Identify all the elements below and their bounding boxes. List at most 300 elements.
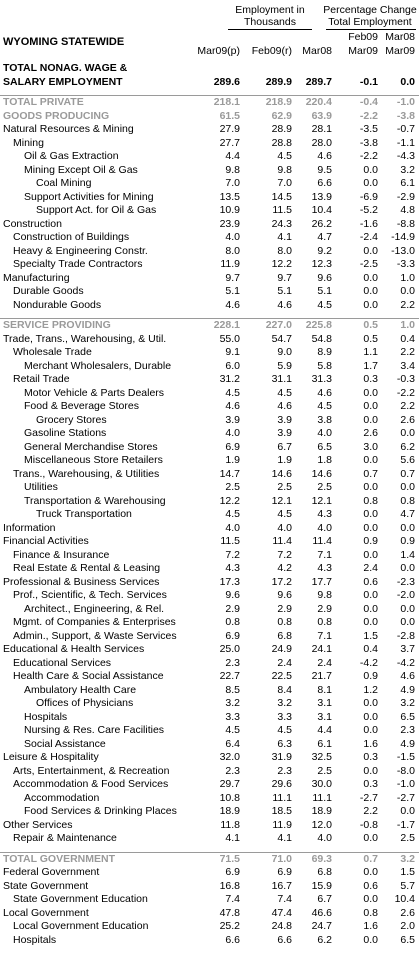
row-value-col0: 61.5 bbox=[219, 109, 240, 122]
row-value-col2: 4.3 bbox=[317, 562, 332, 574]
row-value-col0: 2.9 bbox=[225, 602, 240, 615]
row-label: Trans., Warehousing, & Utilities bbox=[13, 467, 160, 480]
row-value-col2: 6.8 bbox=[317, 866, 332, 878]
row-label: Leisure & Hospitality bbox=[3, 751, 99, 763]
row-value-col0: 3.9 bbox=[225, 413, 240, 426]
row-value-col3: -5.2 bbox=[359, 204, 378, 216]
table-row bbox=[0, 684, 419, 698]
row-value-col2: 24.1 bbox=[311, 643, 332, 655]
row-value-col3: 0.0 bbox=[363, 298, 378, 311]
header-col3-top: Feb09 bbox=[348, 31, 378, 43]
row-value-col2: 4.5 bbox=[317, 400, 332, 412]
table-row bbox=[0, 495, 419, 509]
row-value-col4: 0.9 bbox=[400, 535, 415, 547]
row-value-col0: 18.9 bbox=[219, 805, 240, 817]
row-value-col3: 2.2 bbox=[363, 805, 378, 817]
table-row bbox=[0, 751, 419, 765]
row-value-col0: 218.1 bbox=[213, 96, 240, 108]
row-value-col3: 0.0 bbox=[363, 764, 378, 777]
row-value-col1: 14.6 bbox=[271, 467, 292, 480]
row-value-col2: 18.9 bbox=[311, 805, 332, 817]
row-value-col1: 4.6 bbox=[277, 298, 292, 311]
row-value-col0: 6.4 bbox=[225, 737, 240, 750]
row-value-col2: 3.1 bbox=[317, 697, 332, 709]
row-value-col2: 4.7 bbox=[317, 231, 332, 243]
row-value-col0: 6.6 bbox=[225, 933, 240, 946]
row-value-col3: -2.2 bbox=[359, 109, 378, 122]
row-value-col4: -2.7 bbox=[396, 791, 415, 804]
table-row bbox=[0, 204, 419, 218]
row-value-col2: 9.5 bbox=[317, 163, 332, 176]
row-value-col1: 9.7 bbox=[277, 271, 292, 284]
row-value-col0: 7.0 bbox=[225, 177, 240, 189]
table-row bbox=[0, 272, 419, 286]
row-value-col1: 22.5 bbox=[271, 670, 292, 682]
row-label: Financial Activities bbox=[3, 535, 89, 547]
row-value-col0: 9.6 bbox=[225, 589, 240, 601]
row-value-col3: 0.0 bbox=[363, 413, 378, 426]
row-value-col2: 15.9 bbox=[311, 879, 332, 892]
row-value-col2: 69.3 bbox=[311, 852, 332, 865]
row-value-col2: 5.8 bbox=[317, 359, 332, 372]
row-value-col0: 3.3 bbox=[225, 710, 240, 723]
row-value-col3: 0.0 bbox=[363, 386, 378, 399]
row-value-col3: -0.8 bbox=[359, 818, 378, 831]
table-row bbox=[0, 387, 419, 401]
row-value-col4: -8.8 bbox=[396, 217, 415, 230]
row-label: Information bbox=[3, 521, 56, 534]
row-value-col1: 31.9 bbox=[271, 751, 292, 763]
row-value-col3: 0.0 bbox=[363, 893, 378, 905]
row-value-col2: 4.6 bbox=[317, 150, 332, 162]
table-row bbox=[0, 697, 419, 711]
row-value-col0: 228.1 bbox=[213, 319, 240, 331]
row-value-col4: 6.1 bbox=[400, 177, 415, 189]
row-value-col0: 17.3 bbox=[219, 575, 240, 588]
row-label: Transportation & Warehousing bbox=[24, 494, 166, 507]
table-row bbox=[0, 481, 419, 495]
row-label: Oil & Gas Extraction bbox=[24, 150, 119, 162]
header-employment-line1: Employment in bbox=[235, 4, 305, 16]
row-label: Hospitals bbox=[13, 933, 57, 946]
row-value-col4: 4.9 bbox=[400, 683, 415, 696]
table-row bbox=[0, 285, 419, 299]
row-value-col0: 4.4 bbox=[225, 150, 240, 162]
row-value-col0: 4.6 bbox=[225, 400, 240, 412]
row-value-col1: 4.5 bbox=[277, 386, 292, 399]
row-value-col0: 8.0 bbox=[225, 244, 240, 257]
row-value-col1: 227.0 bbox=[265, 319, 292, 331]
row-label: Nursing & Res. Care Facilities bbox=[24, 724, 165, 736]
row-value-col0: 6.0 bbox=[225, 359, 240, 372]
row-label: Nondurable Goods bbox=[13, 298, 102, 311]
row-value-col0: 289.6 bbox=[213, 75, 240, 88]
row-value-col3: 0.0 bbox=[363, 602, 378, 615]
row-value-col3: 0.0 bbox=[363, 933, 378, 946]
row-value-col3: 0.4 bbox=[363, 643, 378, 655]
header-col2: Mar08 bbox=[302, 45, 332, 57]
row-value-col1: 11.1 bbox=[272, 791, 292, 804]
row-value-col4: 6.5 bbox=[400, 710, 415, 723]
table-row bbox=[0, 258, 419, 272]
row-value-col2: 1.8 bbox=[317, 454, 332, 466]
row-value-col0: 14.7 bbox=[219, 467, 240, 480]
row-value-col1: 3.3 bbox=[277, 710, 292, 723]
row-value-col1: 62.9 bbox=[271, 109, 292, 122]
row-value-col4: 4.7 bbox=[400, 508, 415, 520]
row-label: Durable Goods bbox=[13, 285, 84, 297]
row-value-col1: 71.0 bbox=[271, 852, 292, 865]
row-label: Wholesale Trade bbox=[13, 346, 92, 358]
row-value-col3: -2.2 bbox=[359, 150, 378, 162]
row-value-col0: 4.5 bbox=[225, 508, 240, 520]
row-value-col3: -0.1 bbox=[359, 75, 378, 88]
row-label: Food Services & Drinking Places bbox=[24, 805, 177, 817]
row-value-col1: 9.0 bbox=[277, 346, 292, 358]
row-value-col4: -8.0 bbox=[396, 764, 415, 777]
table-row bbox=[0, 522, 419, 536]
row-value-col0: 47.8 bbox=[219, 906, 240, 919]
row-value-col4: -0.7 bbox=[396, 123, 415, 135]
row-value-col0: 4.1 bbox=[225, 832, 240, 844]
row-label: Construction of Buildings bbox=[13, 231, 130, 243]
table-row bbox=[0, 866, 419, 880]
row-value-col1: 2.9 bbox=[277, 602, 292, 615]
row-value-col0: 9.1 bbox=[225, 346, 240, 358]
table-row bbox=[0, 852, 419, 867]
row-label: Mining Except Oil & Gas bbox=[24, 163, 138, 176]
row-value-col1: 7.4 bbox=[277, 893, 292, 905]
row-label: Offices of Physicians bbox=[36, 697, 134, 709]
row-value-col1: 11.9 bbox=[272, 818, 292, 831]
table-row bbox=[0, 441, 419, 455]
table-row bbox=[0, 76, 419, 90]
table-row bbox=[0, 177, 419, 191]
table-row bbox=[0, 920, 419, 934]
row-value-col0: 6.9 bbox=[225, 629, 240, 642]
row-value-col2: 6.5 bbox=[317, 440, 332, 453]
row-value-col4: 10.4 bbox=[394, 893, 415, 905]
row-value-col2: 10.4 bbox=[311, 204, 332, 216]
row-value-col4: -1.7 bbox=[396, 818, 415, 831]
row-label: Educational & Health Services bbox=[3, 643, 145, 655]
row-value-col0: 11.5 bbox=[220, 535, 240, 547]
row-value-col2: 6.1 bbox=[317, 737, 332, 750]
row-value-col1: 29.6 bbox=[271, 778, 292, 790]
row-value-col1: 1.9 bbox=[277, 454, 292, 466]
header-employment-line2: Thousands bbox=[244, 16, 296, 28]
row-value-col3: 0.9 bbox=[363, 670, 378, 682]
row-value-col1: 5.9 bbox=[277, 359, 292, 372]
table-row bbox=[0, 792, 419, 806]
row-value-col4: 0.0 bbox=[400, 521, 415, 534]
row-value-col2: 3.8 bbox=[317, 413, 332, 426]
row-value-col4: -2.3 bbox=[396, 575, 415, 588]
row-value-col2: 28.1 bbox=[311, 123, 332, 135]
row-value-col0: 12.2 bbox=[219, 494, 240, 507]
row-value-col3: 0.3 bbox=[363, 751, 378, 763]
row-value-col3: 0.0 bbox=[363, 244, 378, 257]
row-value-col1: 4.5 bbox=[277, 724, 292, 736]
row-value-col1: 11.5 bbox=[272, 204, 292, 216]
row-value-col4: 0.0 bbox=[400, 616, 415, 628]
row-value-col2: 6.7 bbox=[317, 893, 332, 905]
row-value-col1: 2.5 bbox=[277, 481, 292, 493]
row-value-col1: 4.1 bbox=[277, 231, 292, 243]
row-value-col4: 6.5 bbox=[400, 933, 415, 946]
row-value-col0: 7.4 bbox=[225, 893, 240, 905]
header-pct-change-line2: Total Employment bbox=[328, 16, 412, 28]
row-value-col4: 5.6 bbox=[400, 454, 415, 466]
row-label: Gasoline Stations bbox=[24, 427, 107, 439]
row-value-col2: 4.5 bbox=[317, 298, 332, 311]
row-label: Construction bbox=[3, 217, 62, 230]
row-value-col0: 11.8 bbox=[220, 818, 240, 831]
row-value-col0: 4.0 bbox=[225, 521, 240, 534]
row-value-col4: 2.6 bbox=[400, 906, 415, 919]
row-value-col1: 9.6 bbox=[277, 589, 292, 601]
table-row bbox=[0, 400, 419, 414]
row-value-col4: 2.2 bbox=[400, 298, 415, 311]
row-value-col4: -2.0 bbox=[396, 589, 415, 601]
row-value-col1: 16.7 bbox=[271, 879, 292, 892]
row-value-col2: 9.6 bbox=[317, 271, 332, 284]
row-label: General Merchandise Stores bbox=[24, 440, 158, 453]
row-value-col0: 25.2 bbox=[219, 920, 240, 932]
row-label: Professional & Business Services bbox=[3, 575, 160, 588]
row-value-col2: 2.5 bbox=[317, 481, 332, 493]
row-value-col3: -4.2 bbox=[359, 656, 378, 669]
row-value-col0: 27.9 bbox=[219, 123, 240, 135]
row-value-col2: 2.5 bbox=[317, 764, 332, 777]
row-value-col0: 32.0 bbox=[219, 751, 240, 763]
row-value-col1: 4.1 bbox=[277, 832, 292, 844]
row-value-col4: 2.2 bbox=[400, 400, 415, 412]
row-value-col0: 2.5 bbox=[225, 481, 240, 493]
row-value-col1: 8.0 bbox=[277, 244, 292, 257]
row-value-col1: 12.2 bbox=[271, 258, 292, 270]
row-value-col1: 24.8 bbox=[271, 920, 292, 932]
header-employment-underline bbox=[228, 29, 312, 30]
row-label: Natural Resources & Mining bbox=[3, 123, 134, 135]
row-label: Finance & Insurance bbox=[13, 548, 110, 561]
table-row bbox=[0, 832, 419, 846]
row-value-col2: 4.0 bbox=[317, 832, 332, 844]
row-value-col0: 55.0 bbox=[219, 332, 240, 345]
row-value-col2: 12.0 bbox=[311, 818, 332, 831]
row-label: Manufacturing bbox=[3, 271, 70, 284]
table-row bbox=[0, 62, 419, 76]
table-row bbox=[0, 110, 419, 124]
table-row bbox=[0, 724, 419, 738]
row-value-col2: 12.3 bbox=[311, 258, 332, 270]
row-label: Food & Beverage Stores bbox=[24, 400, 139, 412]
row-value-col2: 225.8 bbox=[305, 319, 332, 331]
row-value-col3: 1.6 bbox=[363, 737, 378, 750]
table-row bbox=[0, 711, 419, 725]
row-value-col3: 3.0 bbox=[363, 440, 378, 453]
row-value-col2: 7.1 bbox=[317, 548, 332, 561]
row-label: Educational Services bbox=[13, 656, 112, 669]
row-label: Local Government bbox=[3, 906, 89, 919]
row-value-col3: 0.3 bbox=[363, 373, 378, 385]
row-value-col4: 1.4 bbox=[400, 548, 415, 561]
row-value-col0: 4.5 bbox=[225, 386, 240, 399]
row-value-col0: 4.3 bbox=[225, 562, 240, 574]
table-row bbox=[0, 907, 419, 921]
row-value-col3: 0.0 bbox=[363, 481, 378, 493]
row-value-col3: -3.8 bbox=[359, 136, 378, 149]
table-row bbox=[0, 934, 419, 948]
row-value-col1: 3.9 bbox=[277, 427, 292, 439]
row-label: Heavy & Engineering Constr. bbox=[13, 244, 148, 257]
row-value-col3: 2.6 bbox=[363, 427, 378, 439]
row-value-col3: 0.0 bbox=[363, 724, 378, 736]
row-value-col3: -2.4 bbox=[359, 231, 378, 243]
row-value-col3: 1.5 bbox=[363, 629, 378, 642]
row-value-col3: 0.0 bbox=[363, 832, 378, 844]
row-value-col3: -6.9 bbox=[359, 190, 378, 203]
row-value-col4: 3.2 bbox=[400, 163, 415, 176]
row-value-col3: 0.0 bbox=[363, 163, 378, 176]
row-value-col2: 14.6 bbox=[311, 467, 332, 480]
row-label: State Government Education bbox=[13, 893, 148, 905]
row-label: Merchant Wholesalers, Durable bbox=[24, 359, 172, 372]
row-value-col4: -1.0 bbox=[396, 96, 415, 108]
row-value-col3: 0.0 bbox=[363, 454, 378, 466]
row-value-col3: -3.5 bbox=[359, 123, 378, 135]
row-value-col3: 1.6 bbox=[363, 920, 378, 932]
row-label: TOTAL NONAG. WAGE & bbox=[3, 62, 128, 74]
row-value-col2: 26.2 bbox=[311, 217, 332, 230]
row-value-col4: 4.8 bbox=[400, 204, 415, 216]
row-value-col4: 0.0 bbox=[400, 427, 415, 439]
table-row bbox=[0, 643, 419, 657]
row-value-col1: 31.1 bbox=[271, 373, 292, 385]
table-row bbox=[0, 414, 419, 428]
row-value-col3: -2.5 bbox=[359, 258, 378, 270]
row-value-col3: 0.3 bbox=[363, 778, 378, 790]
table-row bbox=[0, 805, 419, 819]
row-value-col4: 0.7 bbox=[400, 467, 415, 480]
row-value-col4: 0.0 bbox=[400, 481, 415, 493]
row-value-col4: -2.8 bbox=[396, 629, 415, 642]
row-value-col1: 6.6 bbox=[277, 933, 292, 946]
row-value-col0: 11.9 bbox=[220, 258, 240, 270]
table-row bbox=[0, 562, 419, 576]
row-value-col2: 28.0 bbox=[311, 136, 332, 149]
row-value-col0: 29.7 bbox=[219, 778, 240, 790]
row-label: Arts, Entertainment, & Recreation bbox=[13, 764, 170, 777]
row-label: Admin., Support, & Waste Services bbox=[13, 629, 177, 642]
table-row bbox=[0, 95, 419, 110]
table-row bbox=[0, 454, 419, 468]
table-row bbox=[0, 123, 419, 137]
row-value-col4: -4.2 bbox=[396, 656, 415, 669]
row-value-col2: 11.1 bbox=[312, 791, 332, 804]
row-label: Mining bbox=[13, 136, 44, 149]
row-value-col0: 71.5 bbox=[219, 852, 240, 865]
table-row bbox=[0, 603, 419, 617]
table-row bbox=[0, 218, 419, 232]
row-value-col3: 0.9 bbox=[363, 535, 378, 547]
row-label: Ambulatory Health Care bbox=[24, 683, 137, 696]
row-value-col0: 16.8 bbox=[219, 879, 240, 892]
row-value-col3: 0.0 bbox=[363, 508, 378, 520]
row-value-col4: -2.9 bbox=[396, 190, 415, 203]
table-row bbox=[0, 346, 419, 360]
row-value-col4: 5.7 bbox=[400, 879, 415, 892]
row-value-col4: 3.2 bbox=[400, 697, 415, 709]
table-row bbox=[0, 245, 419, 259]
row-value-col1: 3.2 bbox=[277, 697, 292, 709]
row-label: Coal Mining bbox=[36, 177, 92, 189]
table-row bbox=[0, 549, 419, 563]
row-label: Grocery Stores bbox=[36, 413, 107, 426]
row-value-col1: 11.4 bbox=[272, 535, 292, 547]
row-value-col4: 0.0 bbox=[400, 602, 415, 615]
row-value-col0: 4.0 bbox=[225, 231, 240, 243]
row-value-col3: -0.4 bbox=[359, 96, 378, 108]
row-value-col1: 28.9 bbox=[271, 123, 292, 135]
row-value-col1: 4.0 bbox=[277, 521, 292, 534]
row-value-col4: 2.3 bbox=[400, 724, 415, 736]
row-value-col4: -1.5 bbox=[396, 751, 415, 763]
row-value-col1: 4.5 bbox=[277, 150, 292, 162]
row-value-col2: 7.1 bbox=[317, 629, 332, 642]
row-value-col3: -2.7 bbox=[359, 791, 378, 804]
row-label: Mgmt. of Companies & Enterprises bbox=[13, 616, 176, 628]
table-row bbox=[0, 373, 419, 387]
row-value-col4: -14.9 bbox=[391, 231, 415, 243]
row-value-col3: 0.0 bbox=[363, 616, 378, 628]
row-value-col2: 46.6 bbox=[311, 906, 332, 919]
row-value-col4: 6.2 bbox=[400, 440, 415, 453]
table-row bbox=[0, 670, 419, 684]
row-value-col1: 2.3 bbox=[277, 764, 292, 777]
table-row bbox=[0, 880, 419, 894]
table-row bbox=[0, 231, 419, 245]
row-value-col2: 6.2 bbox=[317, 933, 332, 946]
row-value-col1: 28.8 bbox=[271, 136, 292, 149]
row-value-col1: 218.9 bbox=[265, 96, 292, 108]
row-value-col1: 14.5 bbox=[271, 190, 292, 203]
row-label: Accommodation bbox=[24, 791, 100, 804]
row-label: TOTAL GOVERNMENT bbox=[3, 852, 116, 865]
row-value-col0: 22.7 bbox=[219, 670, 240, 682]
table-row bbox=[0, 893, 419, 907]
row-value-col2: 30.0 bbox=[311, 778, 332, 790]
row-value-col0: 5.1 bbox=[225, 285, 240, 297]
row-value-col1: 6.7 bbox=[277, 440, 292, 453]
row-value-col4: -3.3 bbox=[396, 258, 415, 270]
table-row bbox=[0, 508, 419, 522]
row-label: Motor Vehicle & Parts Dealers bbox=[24, 386, 165, 399]
row-value-col2: 2.9 bbox=[317, 602, 332, 615]
row-value-col4: 0.0 bbox=[400, 285, 415, 297]
table-row bbox=[0, 819, 419, 833]
row-label: Support Activities for Mining bbox=[24, 190, 154, 203]
row-label: Hospitals bbox=[24, 710, 68, 723]
row-value-col1: 24.9 bbox=[271, 643, 292, 655]
row-value-col0: 8.5 bbox=[225, 683, 240, 696]
row-label: GOODS PRODUCING bbox=[3, 109, 110, 122]
row-value-col3: 0.0 bbox=[363, 589, 378, 601]
row-value-col3: 0.0 bbox=[363, 521, 378, 534]
row-value-col3: -1.6 bbox=[359, 217, 378, 230]
table-row bbox=[0, 427, 419, 441]
row-value-col3: 0.6 bbox=[363, 575, 378, 588]
